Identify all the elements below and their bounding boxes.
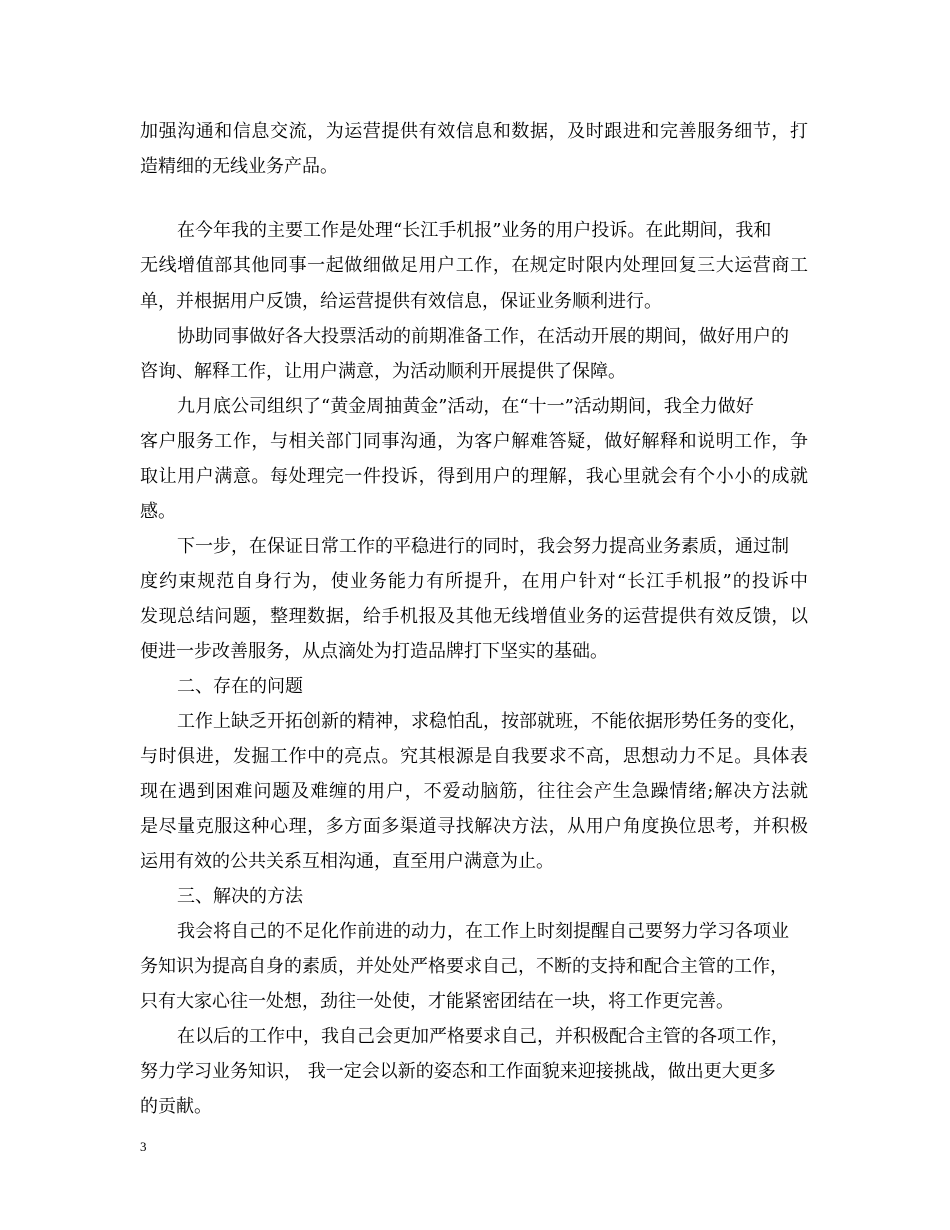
text-line: 无线增值部其他同事一起做细做足用户工作，在规定时限内处理回复三大运营商工 bbox=[140, 255, 808, 276]
text-line: 造精细的无线业务产品。 bbox=[140, 156, 338, 177]
text-line: 与时俱进，发掘工作中的亮点。究其根源是自我要求不高，思想动力不足。具体表 bbox=[140, 746, 808, 767]
text-line: 度约束规范自身行为，使业务能力有所提升，在用户针对“长江手机报”的投诉中 bbox=[140, 571, 808, 592]
text-line: 单，并根据用户反馈，给运营提供有效信息，保证业务顺利进行。 bbox=[140, 291, 662, 312]
text-line: 工作上缺乏开拓创新的精神，求稳怕乱，按部就班，不能依据形势任务的变化， bbox=[177, 711, 807, 732]
text-line: 感。 bbox=[140, 501, 176, 522]
text-line: 客户服务工作，与相关部门同事沟通，为客户解难答疑，做好解释和说明工作，争 bbox=[140, 431, 808, 452]
text-line: 是尽量克服这种心理，多方面多渠道寻找解决方法，从用户角度换位思考，并积极 bbox=[140, 816, 808, 837]
section-heading: 二、存在的问题 bbox=[177, 676, 303, 697]
text-line: 便进一步改善服务，从点滴处为打造品牌打下坚实的基础。 bbox=[140, 641, 608, 662]
text-line: 只有大家心往一处想，劲往一处使，才能紧密团结在一块，将工作更完善。 bbox=[140, 991, 734, 1012]
text-line: 下一步，在保证日常工作的平稳进行的同时，我会努力提高业务素质，通过制 bbox=[177, 536, 789, 557]
text-line: 咨询、解释工作，让用户满意，为活动顺利开展提供了保障。 bbox=[140, 361, 626, 382]
text-line: 的贡献。 bbox=[140, 1096, 212, 1117]
text-line: 在以后的工作中，我自己会更加严格要求自己，并积极配合主管的各项工作， bbox=[177, 1026, 789, 1047]
text-line: 九月底公司组织了“黄金周抽黄金”活动，在“十一”活动期间，我全力做好 bbox=[177, 396, 754, 417]
text-line: 务知识为提高自身的素质，并处处严格要求自己，不断的支持和配合主管的工作， bbox=[140, 956, 788, 977]
text-line: 加强沟通和信息交流，为运营提供有效信息和数据，及时跟进和完善服务细节，打 bbox=[140, 121, 808, 142]
text-line: 在今年我的主要工作是处理“长江手机报”业务的用户投诉。在此期间，我和 bbox=[177, 220, 772, 241]
text-line: 现在遇到困难问题及难缠的用户，不爱动脑筋，往往会产生急躁情绪;解决方法就 bbox=[140, 781, 808, 802]
text-line: 努力学习业务知识， 我一定会以新的姿态和工作面貌来迎接挑战，做出更大更多 bbox=[140, 1061, 776, 1082]
text-line: 发现总结问题，整理数据，给手机报及其他无线增值业务的运营提供有效反馈，以 bbox=[140, 606, 808, 627]
text-line: 协助同事做好各大投票活动的前期准备工作，在活动开展的期间，做好用户的 bbox=[177, 326, 789, 347]
section-heading: 三、解决的方法 bbox=[177, 886, 303, 907]
text-line: 运用有效的公共关系互相沟通，直至用户满意为止。 bbox=[140, 851, 554, 872]
text-line: 取让用户满意。每处理完一件投诉，得到用户的理解，我心里就会有个小小的成就 bbox=[140, 466, 808, 487]
page-number: 3 bbox=[140, 1139, 147, 1154]
text-line: 我会将自己的不足化作前进的动力，在工作上时刻提醒自己要努力学习各项业 bbox=[177, 921, 789, 942]
